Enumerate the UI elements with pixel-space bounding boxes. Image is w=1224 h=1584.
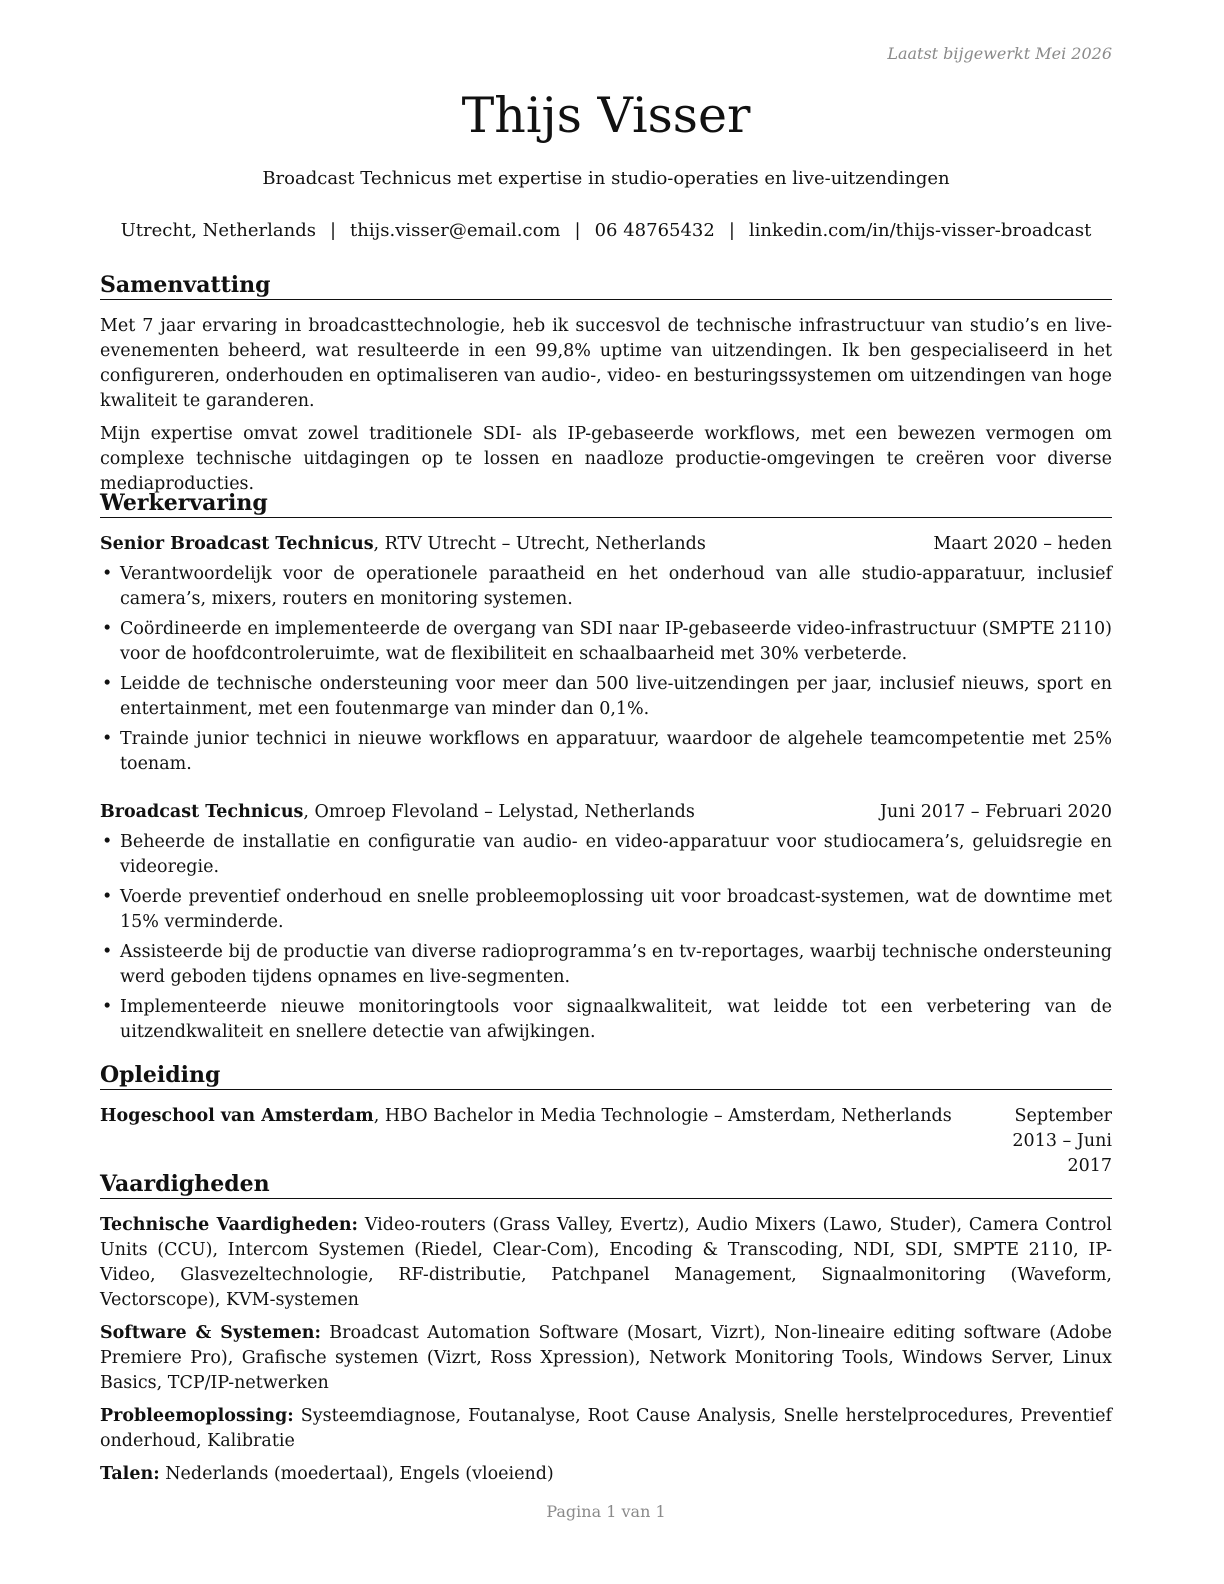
bullet-icon: • bbox=[102, 674, 113, 694]
skill-text: Video-routers (Grass Valley, Evertz), Audio Mixers (Lawo, Studer), Camera Control Units (CCU), Intercom Systemen (Riedel, Clear-Com), Encoding & Transcoding, NDI, SDI, SMPTE 2110, IP-Video, Glasvezeltechnologie, RF-distributie, Patchpanel Management, Signaalmonitoring (Waveform, Vectorscope), KVM-systemen bbox=[100, 1215, 1112, 1310]
job-dates: Maart 2020 – heden bbox=[933, 534, 1112, 554]
job-header bbox=[100, 532, 1112, 557]
contact-separator: | bbox=[329, 220, 337, 241]
bullet-icon: • bbox=[102, 997, 113, 1017]
bullet-text: Implementeerde nieuwe monitoringtools voor signaalkwaliteit, wat leidde tot een verbetering van de uitzendkwaliteit en snellere detectie van afwijkingen. bbox=[120, 997, 1112, 1042]
skill-text: Systeemdiagnose, Foutanalyse, Root Cause Analysis, Snelle herstelprocedures, Preventief onderhoud, Kalibratie bbox=[100, 1406, 1112, 1451]
bullet-text: Coördineerde en implementeerde de overgang van SDI naar IP-gebaseerde video-infrastructuur (SMPTE 2110) voor de hoofdcontroleruimte, wat de flexibiliteit en schaalbaarheid met 30% verbeterde. bbox=[120, 619, 1112, 664]
job-bullet-list bbox=[100, 830, 1112, 1045]
contact-email[interactable]: thijs.visser@email.com bbox=[350, 220, 561, 241]
education-row bbox=[100, 1104, 1112, 1179]
candidate-name: Thijs Visser bbox=[461, 87, 751, 144]
job-bullet-list bbox=[100, 562, 1112, 777]
skills-section bbox=[100, 1213, 1112, 1495]
education-dates: September 2013 – Juni 2017 bbox=[1012, 1106, 1112, 1176]
section-title-skills: Vaardigheden bbox=[100, 1170, 1112, 1199]
summary-section bbox=[100, 314, 1112, 505]
bullet-icon: • bbox=[102, 832, 113, 852]
last-updated-note: Laatst bijgewerkt Mei 2026 bbox=[887, 44, 1112, 63]
job-dates: Juni 2017 – Februari 2020 bbox=[879, 802, 1112, 822]
job-company: , Omroep Flevoland – Lelystad, Netherlands bbox=[303, 802, 695, 822]
list-item bbox=[100, 940, 1112, 990]
candidate-tagline: Broadcast Technicus met expertise in studio-operaties en live-uitzendingen bbox=[262, 168, 950, 189]
job-company: , RTV Utrecht – Utrecht, Netherlands bbox=[373, 534, 706, 554]
skill-group bbox=[100, 1404, 1112, 1454]
list-item bbox=[100, 885, 1112, 935]
list-item bbox=[100, 562, 1112, 612]
bullet-icon: • bbox=[102, 564, 113, 584]
list-item bbox=[100, 830, 1112, 880]
bullet-icon: • bbox=[102, 729, 113, 749]
job-entry bbox=[100, 800, 1112, 1050]
skill-label: Software & Systemen: bbox=[100, 1323, 321, 1343]
bullet-text: Beheerde de installatie en configuratie van audio- en video-apparatuur voor studiocamera’s, geluidsregie en videoregie. bbox=[120, 832, 1112, 877]
job-header bbox=[100, 800, 1112, 825]
summary-paragraph: Met 7 jaar ervaring in broadcasttechnologie, heb ik succesvol de technische infrastructuur van studio’s en live-evenementen beheerd, wat resulteerde in een 99,8% uptime van uitzendingen. Ik ben gespecialiseerd in het configureren, onderhouden en optimaliseren van audio-, video- en besturingssystemen om uitzendingen van hoge kwaliteit te garanderen. bbox=[100, 316, 1112, 411]
job-entry bbox=[100, 532, 1112, 782]
skill-label: Probleemoplossing: bbox=[100, 1406, 294, 1426]
contact-separator: | bbox=[574, 220, 581, 241]
job-title-line bbox=[100, 800, 695, 825]
bullet-text: Trainde junior technici in nieuwe workflows en apparatuur, waardoor de algehele teamcompetentie met 25% toenam. bbox=[120, 729, 1112, 774]
education-school: Hogeschool van Amsterdam bbox=[100, 1106, 374, 1126]
section-title-experience: Werkervaring bbox=[100, 489, 1112, 518]
skill-text: Nederlands (moedertaal), Engels (vloeiend) bbox=[159, 1464, 554, 1484]
bullet-text: Assisteerde bij de productie van diverse radioprogramma’s en tv-reportages, waarbij technische ondersteuning werd geboden tijdens opnames en live-segmenten. bbox=[120, 942, 1112, 987]
education-details: , HBO Bachelor in Media Technologie – Amsterdam, Netherlands bbox=[373, 1106, 952, 1126]
list-item bbox=[100, 995, 1112, 1045]
skill-group bbox=[100, 1321, 1112, 1396]
bullet-text: Voerde preventief onderhoud en snelle probleemoplossing uit voor broadcast-systemen, wat de downtime met 15% verminderde. bbox=[120, 887, 1112, 932]
bullet-text: Verantwoordelijk voor de operationele paraatheid en het onderhoud van alle studio-apparatuur, inclusief camera’s, mixers, routers en monitoring systemen. bbox=[120, 564, 1112, 609]
contact-line bbox=[100, 220, 1112, 241]
list-item bbox=[100, 672, 1112, 722]
section-title-summary: Samenvatting bbox=[100, 271, 1112, 300]
page-number: Pagina 1 van 1 bbox=[546, 1502, 666, 1521]
section-title-education: Opleiding bbox=[100, 1061, 1112, 1090]
contact-linkedin[interactable]: linkedin.com/in/thijs-visser-broadcast bbox=[748, 220, 1092, 241]
job-role: Broadcast Technicus bbox=[100, 802, 304, 822]
skill-group bbox=[100, 1462, 1112, 1487]
education-description bbox=[100, 1104, 972, 1129]
skill-group bbox=[100, 1213, 1112, 1313]
bullet-text: Leidde de technische ondersteuning voor meer dan 500 live-uitzendingen per jaar, inclusief nieuws, sport en entertainment, met een foutenmarge van minder dan 0,1%. bbox=[120, 674, 1112, 719]
skill-label: Technische Vaardigheden: bbox=[100, 1215, 359, 1235]
contact-separator: | bbox=[728, 220, 735, 241]
resume-page bbox=[100, 0, 1112, 1584]
list-item bbox=[100, 727, 1112, 777]
education-entry bbox=[100, 1104, 1112, 1179]
skill-label: Talen: bbox=[100, 1464, 160, 1484]
bullet-icon: • bbox=[102, 942, 113, 962]
bullet-icon: • bbox=[102, 619, 113, 639]
job-role: Senior Broadcast Technicus bbox=[100, 534, 374, 554]
contact-location: Utrecht, Netherlands bbox=[120, 220, 316, 241]
skill-text: Broadcast Automation Software (Mosart, Vizrt), Non-lineaire editing software (Adobe Premiere Pro), Grafische systemen (Vizrt, Ross Xpression), Network Monitoring Tools, Windows Server, Linux Basics, TCP/IP-netwerken bbox=[100, 1323, 1112, 1393]
bullet-icon: • bbox=[102, 887, 113, 907]
job-title-line bbox=[100, 532, 706, 557]
list-item bbox=[100, 617, 1112, 667]
summary-paragraph: Mijn expertise omvat zowel traditionele SDI- als IP-gebaseerde workflows, met een bewezen vermogen om complexe technische uitdagingen op te lossen en naadloze productie-omgevingen te creëren voor diverse mediaproducties. bbox=[100, 424, 1112, 494]
contact-phone[interactable]: 06 48765432 bbox=[594, 220, 715, 241]
